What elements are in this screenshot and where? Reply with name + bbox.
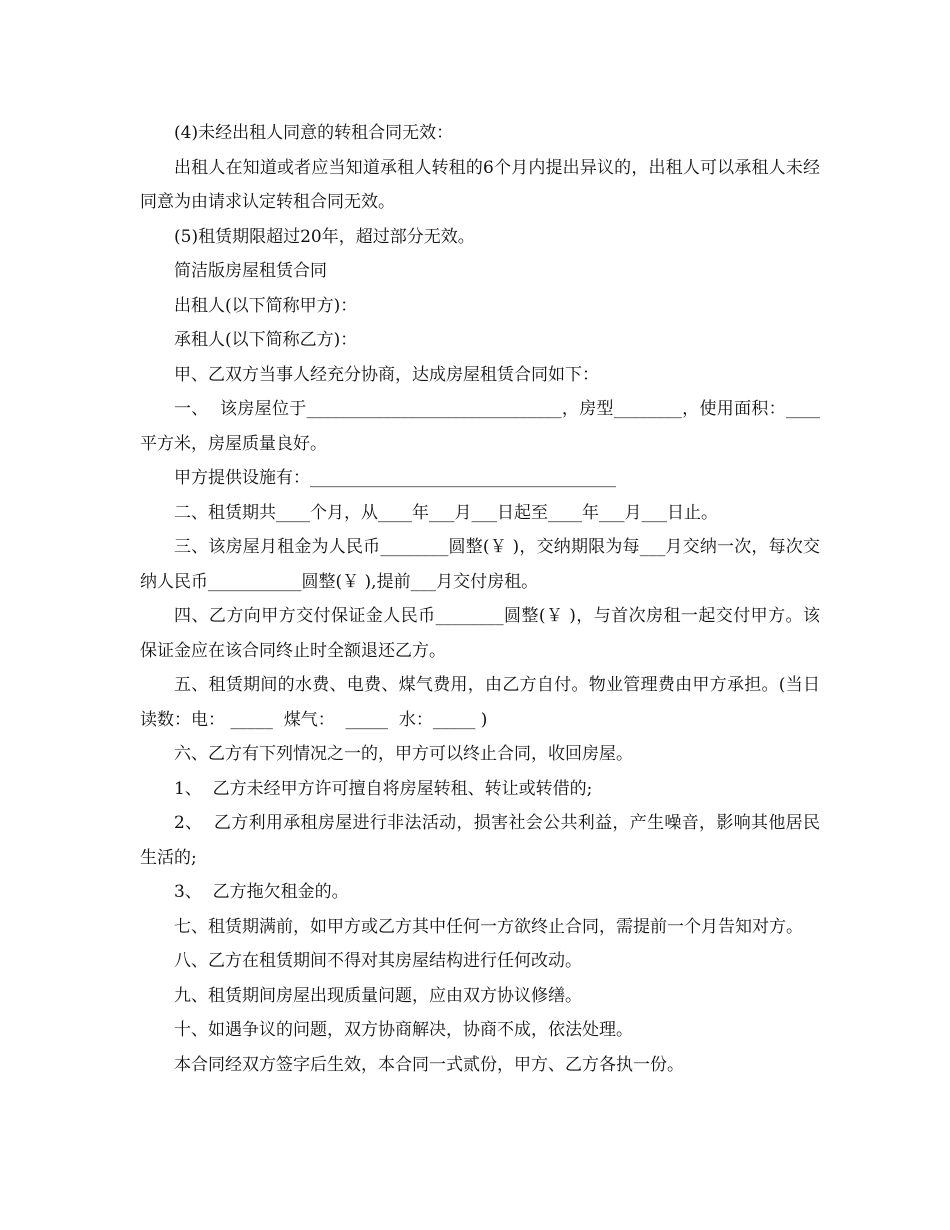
clause-paragraph: 甲、乙双方当事人经充分协商，达成房屋租赁合同如下： bbox=[174, 364, 599, 385]
clause-paragraph: 三、该房屋月租金为人民币________圆整(￥ )，交纳期限为每___月交纳一次，每次交纳人民币___________圆整(￥ ),提前___月交付房租。 bbox=[140, 537, 820, 592]
list-item: 3、 乙方拖欠租金的。 bbox=[174, 882, 349, 902]
clause-paragraph: 出租人在知道或者应当知道承租人转租的6个月内提出异议的，出租人可以承租人未经同意为由请求认定转租合同无效。 bbox=[140, 157, 820, 212]
list-item: 2、 乙方利用承租房屋进行非法活动，损害社会公共利益，产生噪音，影响其他居民生活的; bbox=[140, 813, 820, 868]
clause-paragraph: 八、乙方在租赁期间不得对其房屋结构进行任何改动。 bbox=[174, 951, 582, 971]
document-body bbox=[140, 116, 820, 1082]
clause-paragraph: 五、租赁期间的水费、电费、煤气费用，由乙方自付。物业管理费由甲方承担。(当日读数：电： _____ 煤气： _____ 水：_____ ) bbox=[140, 675, 820, 730]
clause-paragraph: (5)租赁期限超过20年，超过部分无效。 bbox=[174, 226, 475, 247]
lessor-line: 出租人(以下简称甲方)： bbox=[174, 295, 358, 316]
clause-paragraph: 四、乙方向甲方交付保证金人民币________圆整(￥ )，与首次房租一起交付甲方。该保证金应在该合同终止时全额退还乙方。 bbox=[140, 606, 820, 661]
lessee-line: 承租人(以下简称乙方)： bbox=[174, 330, 358, 350]
clause-paragraph: 二、租赁期共____个月，从____年___月___日起至____年___月___日止。 bbox=[174, 502, 718, 523]
clause-paragraph: 七、租赁期满前，如甲方或乙方其中任何一方欲终止合同，需提前一个月告知对方。 bbox=[174, 916, 803, 937]
clause-paragraph: 一、 该房屋位于______________________________，房型________，使用面积：____平方米，房屋质量良好。 bbox=[140, 399, 820, 454]
clause-paragraph: 甲方提供设施有：____________________________________ bbox=[174, 468, 616, 488]
clause-paragraph: 六、乙方有下列情况之一的，甲方可以终止合同，收回房屋。 bbox=[174, 744, 633, 764]
clause-paragraph: 九、租赁期间房屋出现质量问题，应由双方协议修缮。 bbox=[174, 985, 582, 1006]
clause-paragraph: 十、如遇争议的问题，双方协商解决，协商不成，依法处理。 bbox=[174, 1020, 633, 1040]
list-item: 1、 乙方未经甲方许可擅自将房屋转租、转让或转借的; bbox=[174, 778, 593, 799]
contract-title: 简洁版房屋租赁合同 bbox=[174, 261, 327, 281]
clause-paragraph: 本合同经双方签字后生效，本合同一式贰份，甲方、乙方各执一份。 bbox=[174, 1054, 684, 1075]
clause-paragraph: (4)未经出租人同意的转租合同无效： bbox=[174, 123, 454, 143]
